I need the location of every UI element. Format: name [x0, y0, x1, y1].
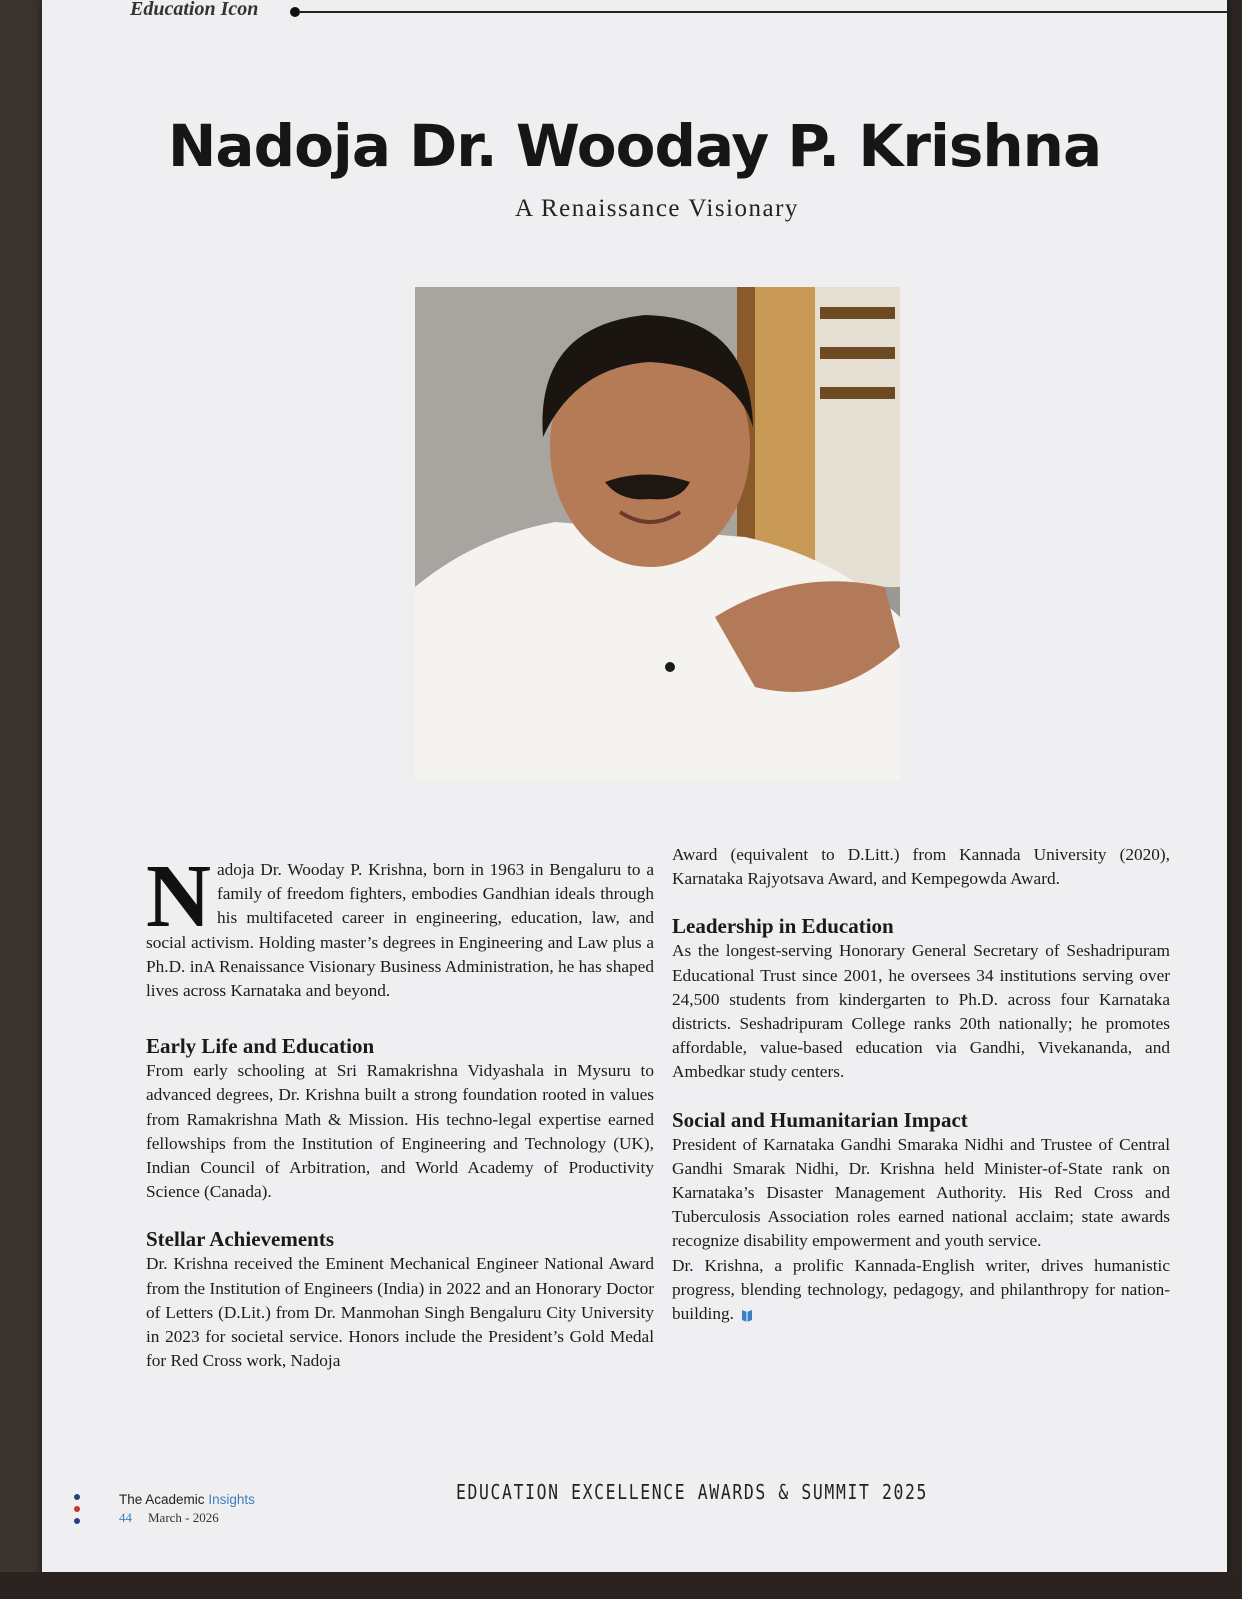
portrait-photo — [415, 287, 900, 780]
heading-social-impact: Social and Humanitarian Impact — [672, 1107, 968, 1132]
magazine-brand — [119, 1492, 255, 1507]
book-icon — [740, 1308, 754, 1322]
footer-dot — [74, 1506, 80, 1512]
page-number: 44 — [119, 1510, 132, 1525]
article-column-left — [146, 847, 654, 1373]
footer-dots — [74, 1494, 80, 1530]
magazine-page — [42, 0, 1227, 1572]
article-title: Nadoja Dr. Wooday P. Krishna — [167, 112, 1102, 180]
body-leadership: As the longest-serving Honorary General Secretary of Seshadripuram Educational Trust since 2001, he oversees 34 institutions serving over 24,500 students from kindergarten to Ph.D. across four Karnataka districts. Seshadripuram College ranks 20th nationally; he promotes affordable, value-based education via Gandhi, Vivekananda, and Ambedkar study centers. — [672, 941, 1170, 1082]
article-column-right — [672, 843, 1170, 1326]
body-social-impact: President of Karnataka Gandhi Smaraka Nidhi and Trustee of Central Gandhi Smarak Nidhi, Dr. Krishna held Minister-of-State rank on Karnataka’s Disaster Management Authority. His Red Cross and Tuberculosis Association roles earned national acclaim; state awards recognize disability empowerment and youth service. — [672, 1134, 1170, 1251]
header-rule — [300, 11, 1227, 13]
intro-text: adoja Dr. Wooday P. Krishna, born in 1963 in Bengaluru to a family of freedom fighters, embodies Gandhian ideals through his multifaceted career in engineering, education, law, and social activism. Holding master’s degrees in Engineering and Law plus a Ph.D. inA Renaissance Visionary Business Administration, he has shaped lives across Karnataka and beyond. — [146, 860, 654, 1001]
heading-early-life: Early Life and Education — [146, 1034, 375, 1059]
section-label: Education Icon — [130, 0, 259, 20]
article-subtitle: A Renaissance Visionary — [515, 195, 799, 222]
body-achievements: Dr. Krishna received the Eminent Mechanical Engineer National Award from the Institution of Engineers (India) in 2022 and an Honorary Doctor of Letters (D.Lit.) from Dr. Manmohan Singh Bengaluru City University in 2023 for societal service. Honors include the President’s Gold Medal for Red Cross work, Nadoja — [146, 1254, 654, 1371]
closing-text: Dr. Krishna, a prolific Kannada-English writer, drives humanistic progress, blending technology, pedagogy, and philanthropy for nation-building. — [672, 1255, 1170, 1324]
footer-dot — [74, 1494, 80, 1500]
background-surface — [0, 1572, 1242, 1599]
footer-dot — [74, 1518, 80, 1524]
intro-paragraph — [146, 847, 654, 1003]
footer-event-title: EDUCATION EXCELLENCE AWARDS & SUMMIT 2025 — [456, 1480, 929, 1504]
heading-leadership: Leadership in Education — [672, 914, 894, 939]
closing-paragraph — [672, 1254, 1170, 1327]
drop-cap: N — [146, 847, 211, 946]
body-early-life: From early schooling at Sri Ramakrishna Vidyashala in Mysuru to advanced degrees, Dr. Krishna built a strong foundation rooted in values from Ramakrishna Math & Mission. His techno-legal expertise earned fellowships from the Institution of Engineering and Technology (UK), Indian Council of Arbitration, and World Academy of Productivity Science (Canada). — [146, 1061, 654, 1202]
issue-date: March - 2026 — [148, 1510, 219, 1525]
heading-achievements: Stellar Achievements — [146, 1227, 334, 1252]
body-achievements-continued: Award (equivalent to D.Litt.) from Kannada University (2020), Karnataka Rajyotsava Award, and Kempegowda Award. — [672, 845, 1170, 889]
header-bullet — [290, 7, 300, 17]
brand-prefix: The Academic — [119, 1492, 205, 1507]
issue-info — [119, 1510, 219, 1526]
brand-highlight: Insights — [208, 1492, 255, 1507]
